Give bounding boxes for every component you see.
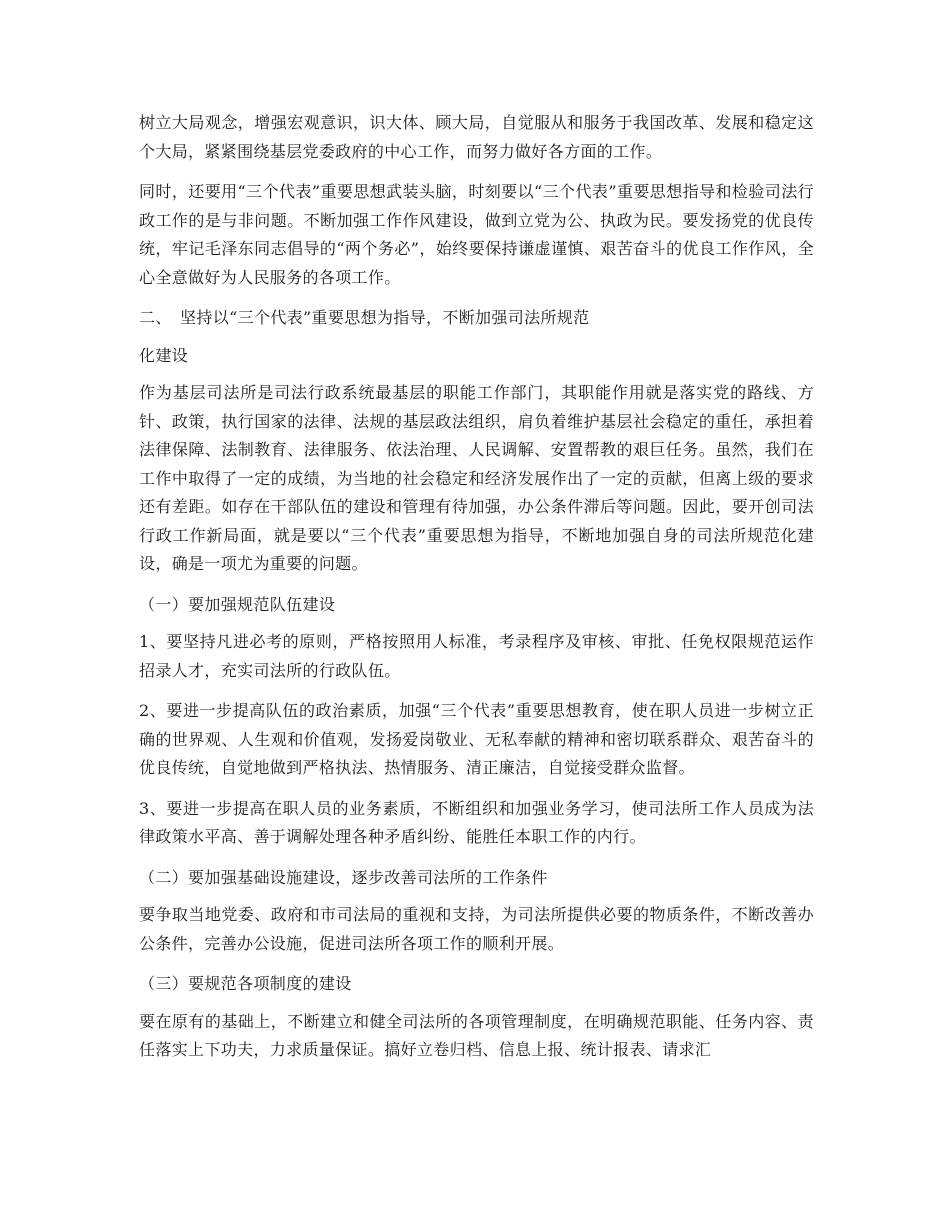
list-item-2-political-quality: 2、要进一步提高队伍的政治素质，加强“三个代表”重要思想教育，使在职人员进一步树立正确的世界观、人生观和价值观，发扬爱岗敬业、无私奉献的精神和密切联系群众、艰苦奋斗的优良传统，自觉地做到严格执法、热情服务、清正廉洁，自觉接受群众监督。 <box>139 701 814 777</box>
subheading-system-building: （三）要规范各项制度的建设 <box>139 974 352 993</box>
list-item-1-recruitment: 1、要坚持凡进必考的原则，严格按照用人标准，考录程序及审核、审批、任免权限规范运作招录人才，充实司法所的行政队伍。 <box>139 632 814 680</box>
subheading-infrastructure: （二）要加强基础设施建设，逐步改善司法所的工作条件 <box>139 867 548 887</box>
section-heading-two-continued: 化建设 <box>139 345 189 365</box>
section-heading-two: 二、 坚持以“三个代表”重要思想为指导，不断加强司法所规范 <box>139 308 590 327</box>
list-item-3-professional-quality: 3、要进一步提高在职人员的业务素质，不断组织和加强业务学习，使司法所工作人员成为法律政策水平高、善于调解处理各种矛盾纠纷、能胜任本职工作的内行。 <box>139 798 814 846</box>
document-page <box>139 109 814 1077</box>
paragraph-overall-view: 树立大局观念，增强宏观意识，识大体、顾大局，自觉服从和服务于我国改革、发展和稳定这个大局，紧紧围绕基层党委政府的中心工作，而努力做好各方面的工作。 <box>139 113 814 161</box>
paragraph-judicial-office-role: 作为基层司法所是司法行政系统最基层的职能工作部门，其职能作用就是落实党的路线、方针、政策，执行国家的法律、法规的基层政法组织，肩负着维护基层社会稳定的重任，承担着法律保障、法制教育、法律服务、依法治理、人民调解、安置帮教的艰巨任务。虽然，我们在工作中取得了一定的成绩，为当地的社会稳定和经济发展作出了一定的贡献，但离上级的要求还有差距。如存在干部队伍的建设和管理有待加强，办公条件滞后等问题。因此，要开创司法行政工作新局面，就是要以“三个代表”重要思想为指导，不断地加强自身的司法所规范化建设，确是一项尤为重要的问题。 <box>139 383 814 573</box>
paragraph-support-conditions: 要争取当地党委、政府和市司法局的重视和支持，为司法所提供必要的物质条件，不断改善办公条件，完善办公设施，促进司法所各项工作的顺利开展。 <box>139 905 814 953</box>
paragraph-management-systems: 要在原有的基础上，不断建立和健全司法所的各项管理制度，在明确规范职能、任务内容、责任落实上下功夫，力求质量保证。搞好立卷归档、信息上报、统计报表、请求汇 <box>139 1011 814 1059</box>
subheading-team-building: （一）要加强规范队伍建设 <box>139 594 336 614</box>
paragraph-three-represents-guidance: 同时，还要用“三个代表”重要思想武装头脑，时刻要以“三个代表”重要思想指导和检验司法行政工作的是与非问题。不断加强工作作风建设，做到立党为公、执政为民。要发扬党的优良传统，牢记毛泽东同志倡导的“两个务必”，始终要保持谦虚谨慎、艰苦奋斗的优良工作作风，全心全意做好为人民服务的各项工作。 <box>139 182 814 287</box>
